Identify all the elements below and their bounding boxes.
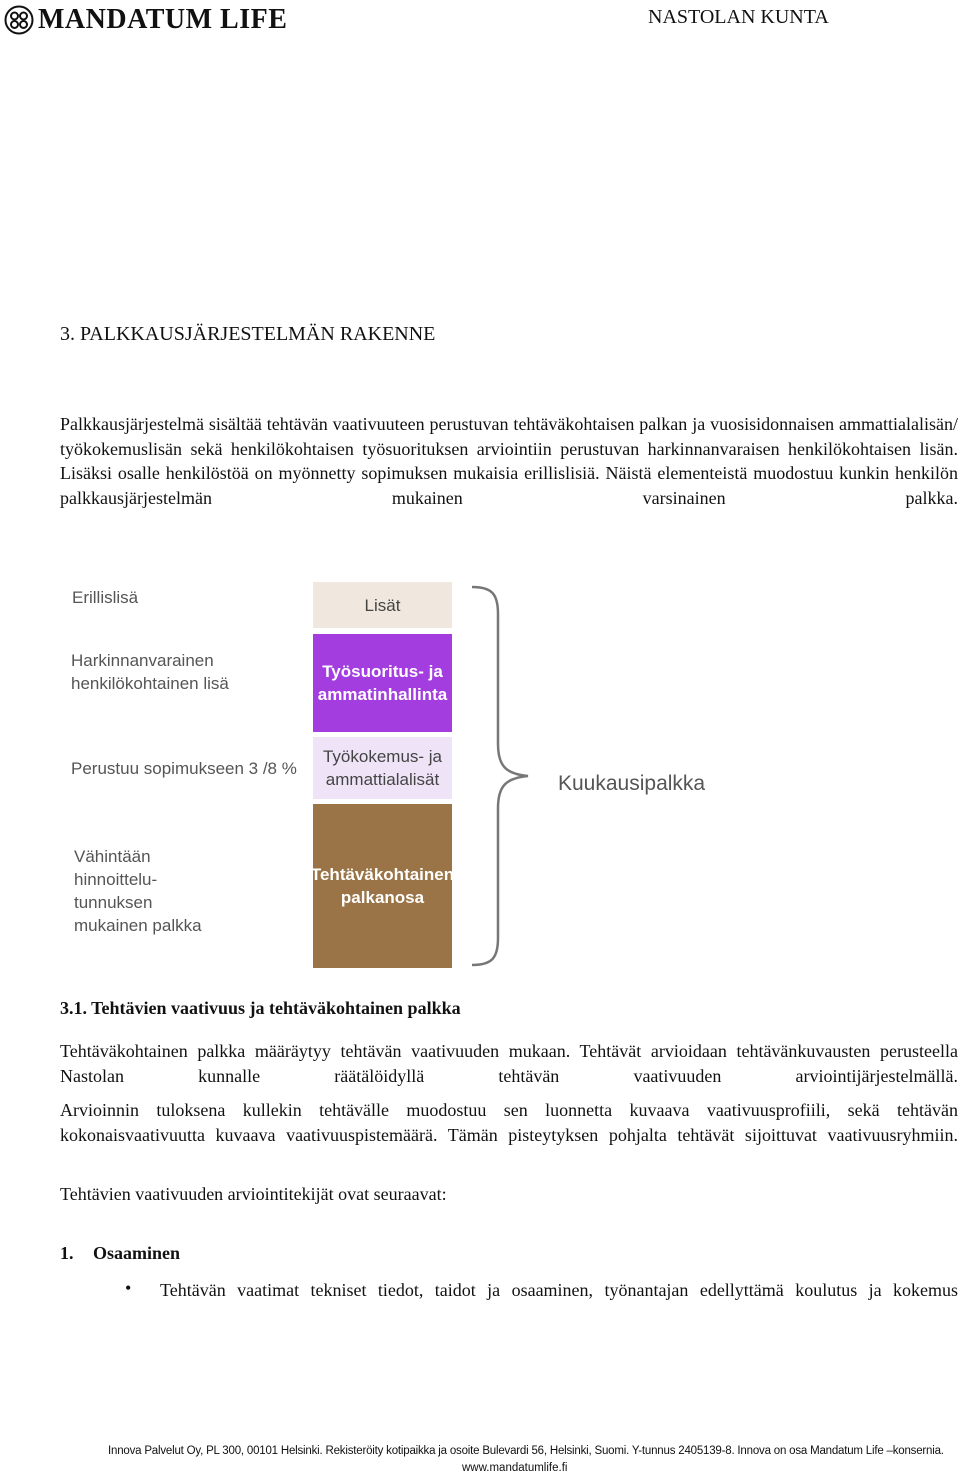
footer-url[interactable]: www.mandatumlife.fi — [462, 1462, 568, 1474]
curly-brace-icon — [470, 584, 532, 968]
label-vahintaan-line1: Vähintään — [74, 847, 151, 866]
list-heading — [60, 1243, 180, 1264]
company-logo — [4, 4, 287, 36]
box-tehtava-line1: Tehtäväkohtainen — [310, 865, 455, 884]
organization-name: NASTOLAN KUNTA — [648, 6, 829, 28]
paragraph-2: Arvioinnin tuloksena kullekin tehtävälle muodostuu sen luonnetta kuvaava vaativuusprofiili, sekä tehtävän kokonaisvaativuutta kuvaava vaativuuspistemäärä. Tämän pisteytyksen pohjalta tehtävät sijoittuvat vaativuusryhmiin. — [60, 1100, 958, 1145]
box-tyosuoritus-line2: ammatinhallinta — [317, 685, 448, 704]
subsection-title: 3.1. Tehtävien vaativuus ja tehtäväkohtainen palkka — [60, 998, 461, 1018]
label-vahintaan-line3: tunnuksen — [74, 893, 153, 912]
bullet-text: Tehtävän vaatimat tekniset tiedot, taidot ja osaaminen, työnantajan edellyttämä koulutus ja kokemus — [160, 1280, 958, 1300]
list-number: 1. — [60, 1243, 74, 1263]
box-tehtava-line2: palkanosa — [340, 888, 425, 907]
box-lisat-label: Lisät — [364, 595, 401, 615]
paragraph-1: Tehtäväkohtainen palkka määräytyy tehtävän vaativuuden mukaan. Tehtävät arvioidaan tehtävänkuvausten perusteella Nastolan kunnalle räätälöidyllä tehtävän vaativuuden arviointijärjestelmällä. — [60, 1041, 958, 1086]
box-tyosuoritus — [313, 634, 452, 732]
label-vahintaan — [74, 845, 202, 937]
box-lisat — [313, 582, 452, 628]
label-erillislisa: Erillislisä — [72, 588, 139, 607]
box-tyosuoritus-line1: Työsuoritus- ja — [322, 662, 443, 681]
brace-label: Kuukausipalkka — [558, 772, 706, 795]
label-harkinnanvarainen-line1: Harkinnanvarainen — [71, 651, 214, 670]
label-perustuu: Perustuu sopimukseen 3 /8 % — [71, 759, 297, 778]
paragraph-3: Tehtävien vaativuuden arviointitekijät ovat seuraavat: — [60, 1184, 447, 1204]
label-harkinnanvarainen-line2: henkilökohtainen lisä — [71, 674, 229, 693]
bullet-icon: • — [125, 1278, 132, 1298]
mandatum-logo-icon — [4, 5, 34, 35]
footer-company-info: Innova Palvelut Oy, PL 300, 00101 Helsinki. Rekisteröity kotipaikka ja osoite Bulevardi 56, Helsinki, Suomi. Y-tunnus 2405139-8. Innova on osa Mandatum Life –konsernia. — [108, 1445, 944, 1457]
logo-text: MANDATUM LIFE — [38, 4, 288, 35]
box-tehtavakohtainen — [310, 804, 455, 968]
label-harkinnanvarainen — [71, 649, 229, 695]
label-vahintaan-line4: mukainen palkka — [74, 916, 202, 935]
box-tyokokemus-line2: ammattialalisät — [325, 770, 440, 789]
list-heading-text: Osaaminen — [93, 1243, 181, 1263]
box-tyokokemus — [313, 737, 452, 799]
box-tyokokemus-line1: Työkokemus- ja — [322, 747, 443, 766]
intro-paragraph: Palkkausjärjestelmä sisältää tehtävän vaativuuteen perustuvan tehtäväkohtaisen palkan ja vuosisidonnaisen ammattialalisän/ työkokemuslisän sekä henkilökohtaisen työsuorituksen arviointiin perustuvan harkinnanvaraisen henkilökohtaisen lisän. Lisäksi osalle henkilöstöä on myönnetty sopimuksen mukaisia erillislisiä. Näistä elementeistä muodostuu kunkin henkilön palkkausjärjestelmän mukainen varsinainen palkka. — [60, 414, 958, 508]
section-title: 3. PALKKAUSJÄRJESTELMÄN RAKENNE — [60, 323, 436, 345]
label-vahintaan-line2: hinnoittelu- — [74, 870, 158, 889]
